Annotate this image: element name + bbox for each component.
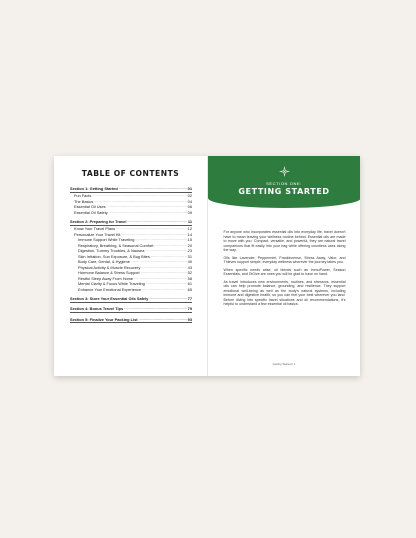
toc-page-number: 31	[187, 253, 192, 259]
toc-page-number: 52	[187, 270, 192, 276]
toc-page-number: 12	[187, 226, 192, 232]
body-paragraph: As travel introduces new environments, routines, and stressors, essential oils can help promote balance, grounding, and resilience. They support emotional well-being as well as the body's natural systems, including immune and digestive health, so you can feel your best wherever you land. Before diving into specific travel situations and oil recommendations, it's helpful to understand a few essential oil basics.	[223, 279, 346, 306]
toc-leader-dots	[124, 306, 187, 312]
body-paragraph: When specific needs arise, oil blends such as ImmuPower, Season Essentials, and DiGize are ones you will be glad to have on hand.	[223, 267, 346, 276]
toc-page-number: 04	[187, 198, 192, 204]
body-paragraph: Oils like Lavender, Peppermint, Frankincense, Stress Away, Valor, and Thieves support simple, everyday wellness wherever the journey takes you.	[223, 255, 346, 264]
toc-section-heading[interactable]	[70, 219, 192, 226]
toc-page	[54, 156, 208, 376]
toc-entry-label: Hormone Balance & Stress Support	[78, 270, 140, 276]
toc-section-heading[interactable]	[70, 186, 192, 193]
toc-entry-label: Know Your Travel Plans	[74, 226, 116, 232]
toc-page-number: 40	[187, 259, 192, 265]
toc-page-number: 93	[187, 316, 192, 322]
toc-entry-label: Respiratory, Breathing, & Seasonal Comfort	[78, 242, 154, 248]
toc-page-number: 43	[187, 264, 192, 270]
section-kicker: SECTION ONE:	[266, 181, 302, 186]
section-banner	[208, 156, 361, 208]
toc-entry-label: Physical Activity & Muscle Recovery	[78, 264, 141, 270]
toc-entry-label: Section 3: Store Your Essential Oils Safely	[70, 295, 149, 301]
toc-page-number: 01	[187, 186, 192, 191]
toc-entry-label: Skin Irritation, Sun Exposure, & Bug Bites	[78, 253, 150, 259]
toc-entry-label: Digestion, Tummy Troubles, & Nausea	[78, 248, 145, 254]
toc-section	[70, 186, 192, 215]
toc-section-heading[interactable]	[70, 317, 192, 324]
toc-leader-dots	[139, 317, 187, 323]
toc-page-number: 09	[187, 209, 192, 215]
compass-star-icon	[279, 166, 290, 177]
toc-entry-label: Immune Support While Traveling	[78, 237, 135, 243]
toc-page-number: 23	[187, 248, 192, 254]
toc-page-number: 14	[187, 231, 192, 237]
toc-section	[70, 317, 192, 324]
toc-entry-label: Personalize Your Travel Kit	[74, 231, 121, 237]
toc-section-heading[interactable]	[70, 296, 192, 303]
section-page	[208, 156, 361, 376]
book-spread	[54, 156, 360, 376]
toc-entry-label: Essential Oil Uses	[74, 204, 106, 210]
toc-section-heading[interactable]	[70, 306, 192, 313]
toc-entry[interactable]	[70, 287, 192, 293]
page-footer: Getting Started | 1	[272, 362, 296, 366]
toc-page-number: 15	[187, 237, 192, 243]
toc-page-number: 11	[187, 218, 192, 224]
toc-page-number: 79	[187, 306, 192, 312]
toc-page-number: 65	[187, 286, 192, 292]
toc-entry[interactable]	[70, 210, 192, 216]
toc-entry-label: Enhance Your Emotional Experience	[78, 286, 142, 292]
toc-leader-dots	[109, 210, 187, 216]
toc-entry-label: Essential Oil Safety	[74, 209, 108, 215]
toc-leader-dots	[127, 219, 186, 225]
toc-leader-dots	[149, 296, 186, 302]
toc-section	[70, 296, 192, 303]
toc-leader-dots	[119, 186, 187, 192]
toc-entry-label: Mental Clarity & Focus While Traveling	[78, 281, 145, 287]
toc-entry-label: Section 4: Bonus Travel Tips	[70, 306, 124, 312]
section-body	[224, 230, 346, 310]
toc-list	[70, 186, 192, 327]
toc-entry-label: Section 2: Preparing for Travel	[70, 218, 127, 224]
toc-entry-label: Section 5: Finalize Your Packing List	[70, 316, 138, 322]
toc-page-number: 02	[187, 193, 192, 199]
toc-entry-label: The Basics	[74, 198, 94, 204]
toc-page-number: 77	[187, 295, 192, 301]
toc-entry-label: Section 1: Getting Started	[70, 186, 118, 191]
toc-page-number: 06	[187, 204, 192, 210]
toc-page-number: 58	[187, 275, 192, 281]
section-title: GETTING STARTED	[238, 187, 330, 196]
toc-page-number: 20	[187, 242, 192, 248]
toc-entry-label: Fun Facts	[74, 193, 92, 199]
toc-section	[70, 306, 192, 313]
body-paragraph: For anyone who incorporates essential oils into everyday life, travel doesn't have to mean leaving your wellness routine behind. Essential oils are made to move with you. Compact, versatile, and powerful, they are natural travel companions that fit easily into your bag while offering countless uses along the way.	[223, 230, 346, 252]
toc-entry-label: Body Care, Dental, & Hygiene	[78, 259, 130, 265]
toc-page-number: 61	[187, 281, 192, 287]
toc-entry-label: Restful Sleep Away From Home	[78, 275, 134, 281]
toc-leader-dots	[142, 287, 187, 293]
toc-section	[70, 219, 192, 292]
toc-title: TABLE OF CONTENTS	[81, 169, 180, 178]
